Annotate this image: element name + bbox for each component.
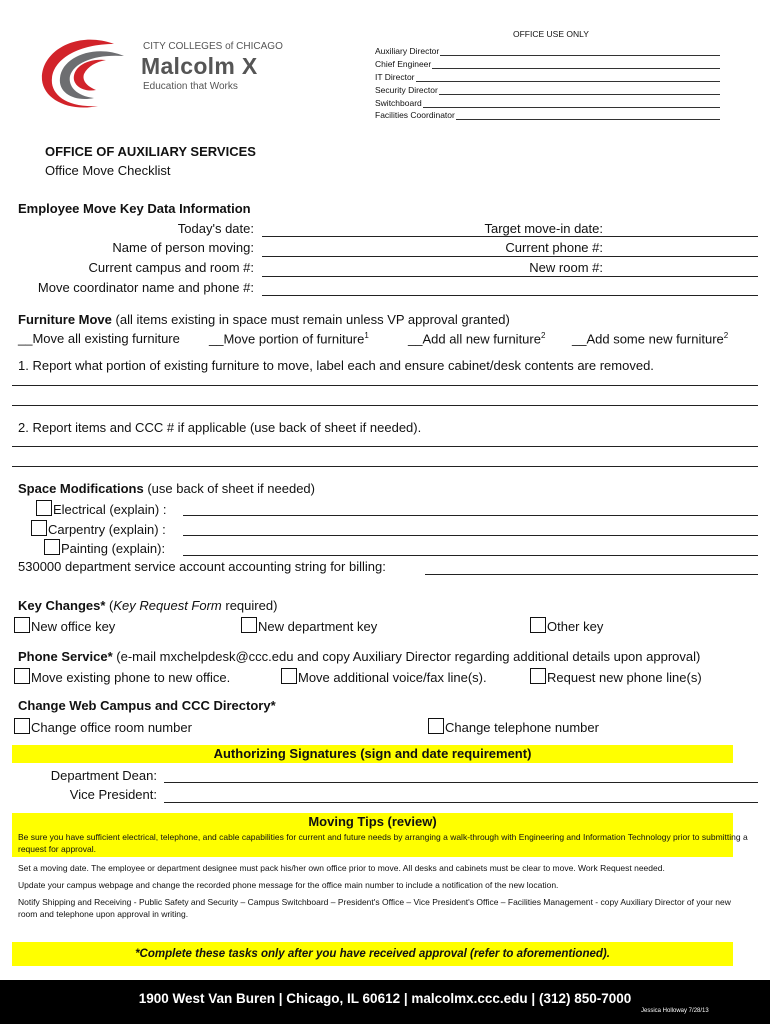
key-request-form-ref: Key Request Form <box>113 598 222 613</box>
furniture-title: Furniture Move <box>18 312 112 327</box>
label-target-move-in: Target move-in date: <box>484 221 603 236</box>
office-use-it-director[interactable]: IT Director <box>375 72 720 82</box>
furniture-instruction-1: 1. Report what portion of existing furniture to move, label each and ensure cabinet/desk contents are removed. <box>18 358 654 373</box>
field-vice-president[interactable] <box>164 802 758 803</box>
key-changes-title: Key Changes* <box>18 598 106 613</box>
furniture-option-add-some-new[interactable]: __Add some new furniture$^2$ <box>572 331 729 347</box>
logo-line-city-colleges: CITY COLLEGES of CHICAGO <box>143 41 283 52</box>
furniture-line-2a[interactable] <box>12 446 758 447</box>
field-account-string[interactable] <box>425 574 758 575</box>
other-key-checkbox[interactable] <box>530 617 546 633</box>
office-use-switchboard[interactable]: Switchboard <box>375 98 720 108</box>
field-move-coordinator[interactable] <box>262 295 758 296</box>
key-option-new-department[interactable]: New department key <box>241 617 377 634</box>
move-additional-line-checkbox[interactable] <box>281 668 297 684</box>
phone-heading <box>18 649 700 664</box>
label-current-phone: Current phone #: <box>505 240 603 255</box>
label-department-dean: Department Dean: <box>50 768 157 783</box>
furniture-option-move-all[interactable]: __Move all existing furniture <box>18 331 180 346</box>
office-use-auxiliary-director[interactable]: Auxiliary Director <box>375 46 720 56</box>
field-painting[interactable] <box>183 555 758 556</box>
final-note: *Complete these tasks only after you have received approval (refer to aforementioned). <box>135 948 610 960</box>
space-carpentry[interactable]: Carpentry (explain) : <box>31 520 166 537</box>
phone-option-request-new[interactable]: Request new phone line(s) <box>530 668 702 685</box>
move-existing-phone-checkbox[interactable] <box>14 668 30 684</box>
change-telephone-checkbox[interactable] <box>428 718 444 734</box>
moving-tip-2: Set a moving date. The employee or department designee must pack his/her own office prior to move. All desks and cabinets must be clear to move. Work Request needed. <box>18 863 665 873</box>
space-heading <box>18 481 315 496</box>
phone-option-move-existing[interactable]: Move existing phone to new office. <box>14 668 230 685</box>
web-option-room-number[interactable]: Change office room number <box>14 718 192 735</box>
final-note-band <box>12 942 733 966</box>
phone-title: Phone Service* <box>18 649 113 664</box>
key-option-other[interactable]: Other key <box>530 617 603 634</box>
label-name-moving: Name of person moving: <box>112 240 254 255</box>
new-department-key-checkbox[interactable] <box>241 617 257 633</box>
carpentry-checkbox[interactable] <box>31 520 47 536</box>
furniture-line-1b[interactable] <box>12 405 758 406</box>
furniture-line-1a[interactable] <box>12 385 758 386</box>
label-move-coordinator: Move coordinator name and phone #: <box>37 280 254 295</box>
office-use-security-director[interactable]: Security Director <box>375 85 720 95</box>
change-room-number-checkbox[interactable] <box>14 718 30 734</box>
new-office-key-checkbox[interactable] <box>14 617 30 633</box>
space-note: (use back of sheet if needed) <box>147 481 315 496</box>
malcolm-x-logo-mark <box>36 34 136 114</box>
furniture-line-2b[interactable] <box>12 466 758 467</box>
furniture-option-move-portion[interactable]: __Move portion of furniture$^1$ <box>209 331 369 347</box>
furniture-option-add-all-new[interactable]: __Add all new furniture$^2$ <box>408 331 546 347</box>
moving-tip-1: Be sure you have sufficient electrical, telephone, and cable capabilities for current and future needs by arranging a walk-through with Engineering and Information Technology prior to submitting a request for approval. <box>18 832 748 854</box>
moving-tip-3: Update your campus webpage and change the recorded phone message for the office main number to include a notification of the new location. <box>18 880 559 890</box>
label-vice-president: Vice President: <box>69 787 157 802</box>
request-new-line-checkbox[interactable] <box>530 668 546 684</box>
logo-line-malcolm-x: Malcolm X <box>141 53 258 79</box>
furniture-note: (all items existing in space must remain unless VP approval granted) <box>115 312 510 327</box>
label-todays-date: Today's date: <box>177 221 254 236</box>
web-option-telephone[interactable]: Change telephone number <box>428 718 599 735</box>
signatures-title: Authorizing Signatures (sign and date requirement) <box>213 746 532 761</box>
signatures-band <box>12 745 733 763</box>
label-current-campus-room: Current campus and room #: <box>88 260 254 275</box>
footer-address: 1900 West Van Buren | Chicago, IL 60612 | malcolmx.ccc.edu | (312) 850-7000 <box>138 991 632 1006</box>
office-use-title: OFFICE USE ONLY <box>513 29 589 39</box>
field-name-moving[interactable] <box>262 256 758 257</box>
phone-note: (e-mail mxchelpdesk@ccc.edu and copy Auxiliary Director regarding additional details upon approval) <box>116 649 701 664</box>
key-option-new-office[interactable]: New office key <box>14 617 115 634</box>
furniture-instruction-2: 2. Report items and CCC # if applicable (use back of sheet if needed). <box>18 420 422 435</box>
phone-option-move-additional[interactable]: Move additional voice/fax line(s). <box>281 668 487 685</box>
field-department-dean[interactable] <box>164 782 758 783</box>
moving-tips-title: Moving Tips (review) <box>308 814 437 829</box>
label-account-string: 530000 department service account accounting string for billing: <box>18 559 386 574</box>
field-todays-date[interactable] <box>262 236 758 237</box>
key-data-title: Employee Move Key Data Information <box>18 201 251 216</box>
footer <box>0 980 770 1024</box>
office-use-facilities-coordinator[interactable]: Facilities Coordinator <box>375 110 720 120</box>
space-painting[interactable]: Painting (explain): <box>44 539 165 556</box>
electrical-checkbox[interactable] <box>36 500 52 516</box>
logo-tagline: Education that Works <box>143 81 238 92</box>
field-electrical[interactable] <box>183 515 758 516</box>
web-directory-title: Change Web Campus and CCC Directory* <box>18 698 276 713</box>
space-title: Space Modifications <box>18 481 144 496</box>
office-use-chief-engineer[interactable]: Chief Engineer <box>375 59 720 69</box>
key-changes-heading: Key Changes* (Key Request Form required) <box>18 598 278 613</box>
footer-credit: Jessica Holloway 7/28/13 <box>641 1008 709 1014</box>
label-new-room: New room #: <box>529 260 603 275</box>
page-title: OFFICE OF AUXILIARY SERVICES <box>45 144 256 159</box>
page-subtitle: Office Move Checklist <box>45 163 171 178</box>
field-current-campus-room[interactable] <box>262 276 758 277</box>
field-carpentry[interactable] <box>183 535 758 536</box>
space-electrical[interactable]: Electrical (explain) : <box>36 500 166 517</box>
painting-checkbox[interactable] <box>44 539 60 555</box>
furniture-heading <box>18 312 510 327</box>
moving-tip-4: Notify Shipping and Receiving - Public Safety and Security – Campus Switchboard – President's Office – Vice President's Office – Facilities Management - copy Auxiliary Director of your new room and telephone upon approval in writing. <box>18 897 731 919</box>
